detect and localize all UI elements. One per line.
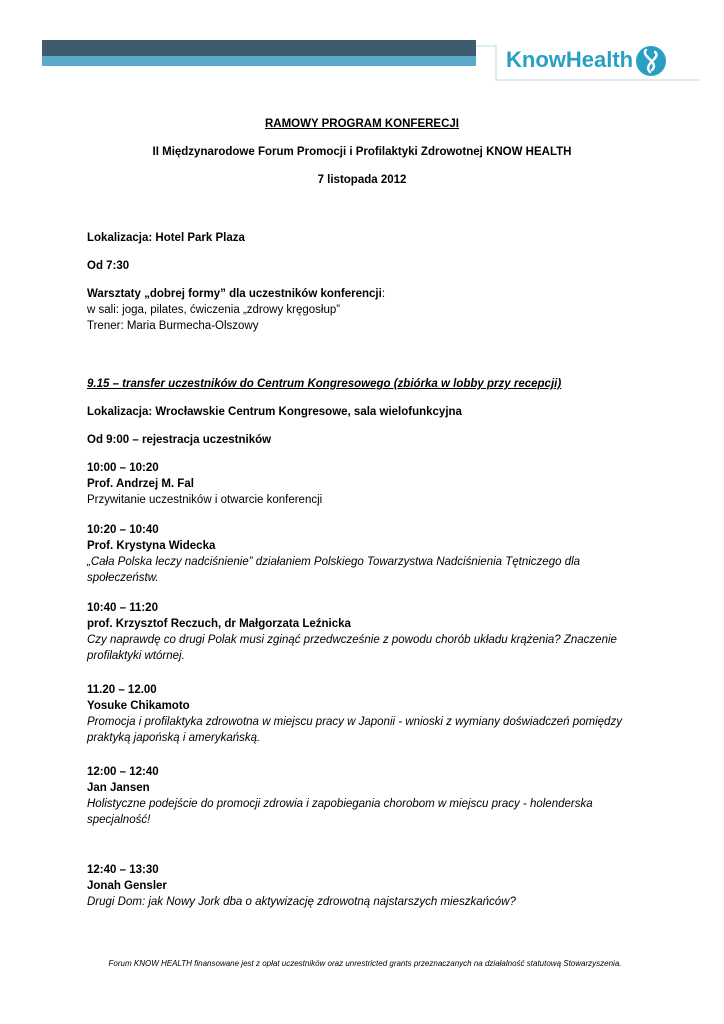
program-title: RAMOWY PROGRAM KONFERECJI [264, 118, 460, 130]
workshop-trainer: Trener: Maria Burmecha-Olszowy [87, 320, 259, 332]
forum-title: II Międzynarodowe Forum Promocji i Profilaktyki Zdrowotnej KNOW HEALTH [152, 146, 572, 158]
session-topic: Przywitanie uczestników i otwarcie konferencji [87, 494, 323, 506]
session-speaker: Yosuke Chikamoto [87, 700, 190, 712]
session-time: 10:20 – 10:40 [87, 524, 159, 536]
session-item [87, 460, 647, 508]
session-time: 10:00 – 10:20 [87, 462, 159, 474]
session-topic: Czy naprawdę co drugi Polak musi zginąć przedwcześnie z powodu chorób układu krążenia? Znaczenie profilaktyki wtórnej. [87, 634, 617, 662]
start-time: Od 7:30 [87, 260, 130, 272]
session-time: 11.20 – 12.00 [87, 684, 157, 696]
session-item [87, 764, 647, 828]
session-speaker: Jan Jansen [87, 782, 150, 794]
conference-date: 7 listopada 2012 [317, 174, 407, 186]
transfer-note: 9.15 – transfer uczestników do Centrum Kongresowego (zbiórka w lobby przy recepcji) [87, 378, 562, 390]
location-hotel: Lokalizacja: Hotel Park Plaza [87, 232, 245, 244]
session-topic: Holistyczne podejście do promocji zdrowia i zapobiegania chorobom w miejscu pracy - holenderska specjalność! [87, 798, 593, 826]
header-bar-light [42, 56, 476, 66]
session-speaker: prof. Krzysztof Reczuch, dr Małgorzata Leźnicka [87, 618, 351, 630]
workshop-block: Warsztaty „dobrej formy” dla uczestników konferencji: w sali: joga, pilates, ćwiczenia „zdrowy kręgosłup” Trener: Maria Burmecha-Olszowy [87, 286, 647, 334]
session-time: 10:40 – 11:20 [87, 602, 158, 614]
registration: Od 9:00 – rejestracja uczestników [87, 434, 272, 446]
session-speaker: Prof. Andrzej M. Fal [87, 478, 194, 490]
session-topic: Drugi Dom: jak Nowy Jork dba o aktywizację zdrowotną najstarszych mieszkańców? [87, 896, 516, 908]
session-topic: Promocja i profilaktyka zdrowotna w miejscu pracy w Japonii - wnioski z wymiany doświadczeń pomiędzy praktyką japońską i amerykańską. [87, 716, 622, 744]
session-item [87, 522, 647, 586]
session-time: 12:00 – 12:40 [87, 766, 159, 778]
logo-text: KnowHealth [506, 47, 634, 72]
session-item [87, 600, 647, 664]
session-time: 12:40 – 13:30 [87, 864, 159, 876]
knowhealth-logo-icon [636, 46, 666, 76]
session-speaker: Jonah Gensler [87, 880, 167, 892]
session-item [87, 862, 647, 910]
page-header [0, 0, 724, 100]
workshop-title: Warsztaty „dobrej formy” dla uczestników konferencji [87, 288, 382, 300]
page-footer: Forum KNOW HEALTH finansowane jest z opłat uczestników oraz unrestricted grants przeznaczanych na działalność statutową Stowarzyszenia. [108, 959, 622, 968]
workshop-details: w sali: joga, pilates, ćwiczenia „zdrowy kręgosłup” [87, 304, 341, 316]
session-topic: „Cała Polska leczy nadciśnienie” działaniem Polskiego Towarzystwa Nadciśnienia Tętniczego dla społeczeństw. [87, 556, 581, 584]
session-item [87, 682, 647, 746]
location-congress: Lokalizacja: Wrocławskie Centrum Kongresowe, sala wielofunkcyjna [87, 406, 462, 418]
session-speaker: Prof. Krystyna Widecka [87, 540, 216, 552]
